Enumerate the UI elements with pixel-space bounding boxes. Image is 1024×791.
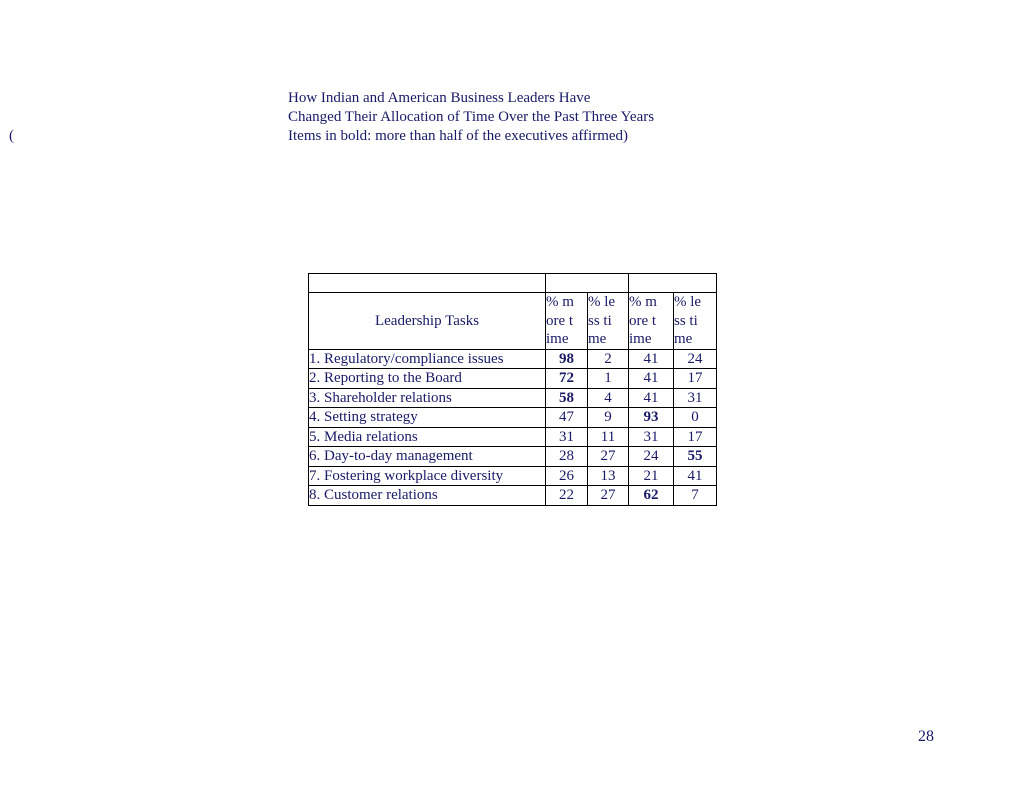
task-cell: 7. Fostering workplace diversity: [309, 466, 546, 486]
header-less-time-1: % less time: [588, 293, 629, 350]
header-less-time-2: % less time: [674, 293, 717, 350]
page-number: 28: [918, 728, 934, 745]
value-cell: 0: [674, 408, 717, 428]
table-row: [309, 388, 717, 408]
table-spacer-row: [309, 274, 717, 293]
table-row: [309, 466, 717, 486]
title-line-1: How Indian and American Business Leaders Have: [288, 90, 591, 106]
value-cell: 31: [546, 427, 588, 447]
value-cell: 41: [629, 388, 674, 408]
open-parenthesis: (: [9, 128, 14, 144]
task-cell: 8. Customer relations: [309, 486, 546, 506]
task-cell: 6. Day-to-day management: [309, 447, 546, 467]
value-cell: 26: [546, 466, 588, 486]
value-cell: 13: [588, 466, 629, 486]
task-cell: 2. Reporting to the Board: [309, 369, 546, 389]
value-cell: 41: [629, 349, 674, 369]
title-line-3: Items in bold: more than half of the executives affirmed): [288, 128, 629, 144]
header-leadership-tasks: Leadership Tasks: [309, 293, 546, 350]
task-cell: 5. Media relations: [309, 427, 546, 447]
table-row: [309, 486, 717, 506]
table-row: [309, 369, 717, 389]
value-cell: 11: [588, 427, 629, 447]
header-more-time-2: % more time: [629, 293, 674, 350]
spacer-cell-india: [546, 274, 629, 293]
value-cell: 17: [674, 369, 717, 389]
value-cell: 93: [629, 408, 674, 428]
task-cell: 1. Regulatory/compliance issues: [309, 349, 546, 369]
table-row: [309, 427, 717, 447]
task-cell: 3. Shareholder relations: [309, 388, 546, 408]
title-line-2: Changed Their Allocation of Time Over the Past Three Years: [288, 109, 655, 125]
task-cell: 4. Setting strategy: [309, 408, 546, 428]
value-cell: 58: [546, 388, 588, 408]
value-cell: 28: [546, 447, 588, 467]
value-cell: 24: [629, 447, 674, 467]
value-cell: 22: [546, 486, 588, 506]
table-row: [309, 447, 717, 467]
table-row: [309, 408, 717, 428]
header-more-time-1: % more time: [546, 293, 588, 350]
value-cell: 98: [546, 349, 588, 369]
value-cell: 62: [629, 486, 674, 506]
value-cell: 7: [674, 486, 717, 506]
value-cell: 1: [588, 369, 629, 389]
table-row: [309, 349, 717, 369]
value-cell: 41: [674, 466, 717, 486]
value-cell: 21: [629, 466, 674, 486]
leadership-tasks-table: [308, 273, 717, 506]
value-cell: 31: [629, 427, 674, 447]
value-cell: 24: [674, 349, 717, 369]
spacer-cell-america: [629, 274, 717, 293]
value-cell: 27: [588, 447, 629, 467]
value-cell: 41: [629, 369, 674, 389]
value-cell: 72: [546, 369, 588, 389]
value-cell: 9: [588, 408, 629, 428]
value-cell: 2: [588, 349, 629, 369]
value-cell: 47: [546, 408, 588, 428]
value-cell: 27: [588, 486, 629, 506]
spacer-cell: [309, 274, 546, 293]
value-cell: 4: [588, 388, 629, 408]
value-cell: 55: [674, 447, 717, 467]
value-cell: 17: [674, 427, 717, 447]
table-header-row: [309, 293, 717, 350]
value-cell: 31: [674, 388, 717, 408]
